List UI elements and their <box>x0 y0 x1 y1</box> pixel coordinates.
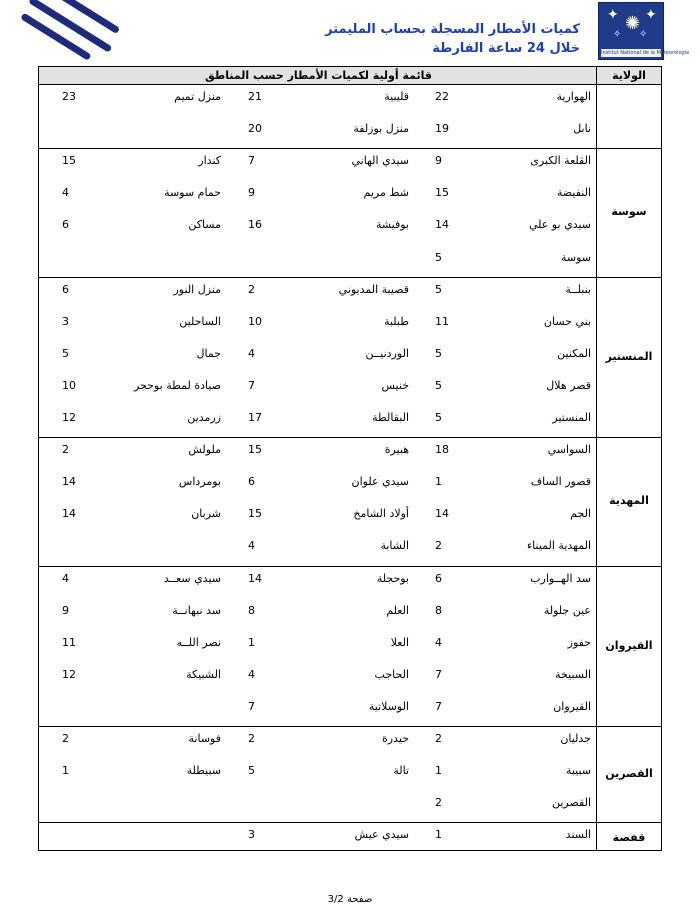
rainfall-value: 2 <box>435 796 442 810</box>
page-number: صفحة 3/2 <box>327 894 373 905</box>
station-name: سيدي بو علي <box>528 218 591 232</box>
rainfall-value: 5 <box>435 250 442 264</box>
station-name: الوردنيــن <box>365 346 409 360</box>
table-heading: قائمة أولية لكميات الأمطار حسب المناطق <box>204 69 433 82</box>
governorate-name: القصرين <box>605 767 653 781</box>
station-name: زرمدين <box>187 411 221 424</box>
rainfall-value: 4 <box>62 186 69 200</box>
station-name: حفوز <box>567 635 591 649</box>
rainfall-value: 9 <box>248 186 255 200</box>
rainfall-value: 10 <box>248 314 262 328</box>
station-name: قصر هلال <box>546 378 591 392</box>
station-name: نصر اللــه <box>176 635 221 649</box>
rainfall-value: 6 <box>248 475 255 489</box>
table-header <box>39 67 661 85</box>
rainfall-value: 5 <box>435 411 442 424</box>
station-name: السواسي <box>547 443 591 457</box>
institute-logo: ✦ ✺ ✦ ✧ ✧ Institut National de la Météorologie <box>598 2 664 60</box>
station-name: النفيضة <box>556 186 591 200</box>
rainfall-value: 16 <box>248 218 262 232</box>
rainfall-value: 19 <box>435 122 449 136</box>
station-name: منزل تميم <box>174 90 221 103</box>
station-name: البقالطة <box>372 411 409 424</box>
rainfall-value: 14 <box>248 571 262 585</box>
governorate-name: القيروان <box>605 638 653 652</box>
station-name: فوسانة <box>188 732 221 745</box>
rainfall-value: 9 <box>62 603 69 617</box>
station-name: المهدية الميناء <box>527 539 591 553</box>
rainfall-value: 11 <box>435 314 449 328</box>
governorate-column <box>596 84 661 850</box>
station-name: حمام سوسة <box>164 186 221 200</box>
station-name: قصيبة المديوني <box>338 282 409 296</box>
governorate-name: سوسة <box>611 205 647 219</box>
station-name: الجم <box>570 507 591 521</box>
rainfall-value: 4 <box>248 667 255 681</box>
rainfall-value: 15 <box>248 443 262 457</box>
rainfall-value: 11 <box>62 635 76 649</box>
station-name: الوسلاتية <box>368 699 409 713</box>
rainfall-value: 6 <box>62 282 69 296</box>
title-line-1: كميات الأمطار المسجلة بحساب المليمتر <box>325 22 580 37</box>
station-name: الشبيكة <box>186 667 221 681</box>
station-name: قصور الساف <box>530 475 591 489</box>
station-name: الساحلين <box>179 314 221 328</box>
rainfall-value: 10 <box>62 378 76 392</box>
station-name: سوسة <box>560 250 591 264</box>
title-line-2: خلال 24 ساعة الفارطة <box>432 41 580 56</box>
rainfall-value: 1 <box>62 764 69 778</box>
rainfall-value: 1 <box>248 635 255 649</box>
decorative-stripes <box>0 0 120 60</box>
rainfall-value: 7 <box>248 699 255 713</box>
rainfall-value: 15 <box>435 186 449 200</box>
station-name: بني حسان <box>543 314 591 328</box>
rainfall-value: 6 <box>435 571 442 585</box>
rainfall-value: 8 <box>435 603 442 617</box>
station-name: أولاد الشامخ <box>353 507 409 521</box>
rainfall-value: 14 <box>62 475 76 489</box>
rainfall-value: 4 <box>435 635 442 649</box>
rainfall-value: 2 <box>435 539 442 553</box>
rainfall-value: 1 <box>435 828 442 842</box>
page-title <box>325 20 580 58</box>
station-name: بومرداس <box>178 475 221 489</box>
station-name: سيدي الهاني <box>351 154 409 168</box>
rainfall-value: 4 <box>248 539 255 553</box>
station-name: صيادة لمطة بوحجر <box>133 378 221 392</box>
rainfall-value: 7 <box>435 699 442 713</box>
rainfall-value: 23 <box>62 90 76 103</box>
station-name: خنيس <box>381 378 409 392</box>
rainfall-value: 12 <box>62 411 76 424</box>
governorate-name: قفصة <box>612 831 646 845</box>
station-name: سبيطلة <box>186 764 221 778</box>
rainfall-value: 14 <box>62 507 76 521</box>
rainfall-value: 2 <box>435 732 442 745</box>
rainfall-value: 1 <box>435 764 442 778</box>
rainfall-value: 7 <box>248 378 255 392</box>
rainfall-value: 5 <box>435 282 442 296</box>
rainfall-value: 5 <box>435 378 442 392</box>
rainfall-value: 20 <box>248 122 262 136</box>
rainfall-value: 7 <box>248 154 255 168</box>
station-name: سيدي علوان <box>351 475 409 489</box>
rainfall-value: 15 <box>248 507 262 521</box>
governorate-name: المنستير <box>605 349 653 363</box>
rainfall-value: 5 <box>248 764 255 778</box>
station-name: العلا <box>390 635 409 649</box>
station-name: السند <box>565 828 591 842</box>
station-name: شط مريم <box>363 186 409 200</box>
governorate-heading: الولاية <box>596 67 661 84</box>
station-name: جمال <box>196 346 221 360</box>
station-name: بوحجلة <box>376 571 409 585</box>
rainfall-value: 3 <box>62 314 69 328</box>
station-name: القلعة الكبرى <box>530 154 591 168</box>
rainfall-value: 5 <box>435 346 442 360</box>
group-separator <box>39 148 661 149</box>
rainfall-value: 1 <box>435 475 442 489</box>
station-name: ملولش <box>188 443 221 457</box>
rainfall-value: 17 <box>248 411 262 424</box>
station-name: سد الهــوارب <box>530 571 591 585</box>
rainfall-value: 18 <box>435 443 449 457</box>
rainfall-value: 15 <box>62 154 76 168</box>
station-name: بنبلــة <box>565 282 591 296</box>
rainfall-value: 2 <box>248 732 255 745</box>
station-name: القيروان <box>553 699 591 713</box>
station-name: الحاجب <box>374 667 409 681</box>
station-name: المنستير <box>552 411 591 424</box>
station-name: القصرين <box>551 796 591 810</box>
station-name: منزل بوزلفة <box>353 122 409 136</box>
rainfall-value: 7 <box>435 667 442 681</box>
governorate-name: المهدية <box>609 494 649 508</box>
station-name: الهوارية <box>556 90 591 103</box>
station-name: جدليان <box>560 732 591 745</box>
station-name: بوفيشة <box>375 218 409 232</box>
station-name: حيدرة <box>382 732 409 745</box>
station-name: نابل <box>573 122 591 136</box>
station-name: منزل النور <box>173 282 221 296</box>
station-name: كندار <box>198 154 221 168</box>
logo-caption: Institut National de la Météorologie <box>601 50 690 56</box>
station-name: السبيخة <box>555 667 591 681</box>
station-name: سيدي عيش <box>354 828 409 842</box>
rainfall-value: 4 <box>248 346 255 360</box>
station-name: الشابة <box>380 539 409 553</box>
station-name: المكنين <box>557 346 591 360</box>
rainfall-value: 9 <box>435 154 442 168</box>
station-name: مساكن <box>188 218 221 232</box>
rainfall-table <box>38 66 662 851</box>
group-separator <box>39 822 661 823</box>
station-name: هبيرة <box>384 443 409 457</box>
station-name: شربان <box>191 507 221 521</box>
station-name: تالة <box>393 764 409 778</box>
rainfall-value: 8 <box>248 603 255 617</box>
rainfall-value: 14 <box>435 507 449 521</box>
station-name: العلم <box>386 603 409 617</box>
station-name: سد نبهانــة <box>172 603 221 617</box>
station-name: سبيبة <box>565 764 591 778</box>
group-separator <box>39 437 661 438</box>
group-separator <box>39 277 661 278</box>
rainfall-value: 14 <box>435 218 449 232</box>
station-name: سيدي سعــد <box>163 571 221 585</box>
group-separator <box>39 726 661 727</box>
station-name: طبلبة <box>384 314 409 328</box>
station-name: عين جلولة <box>543 603 591 617</box>
group-separator <box>39 566 661 567</box>
rainfall-value: 21 <box>248 90 262 103</box>
rainfall-value: 2 <box>62 732 69 745</box>
station-name: قليبية <box>384 90 409 103</box>
rainfall-value: 5 <box>62 346 69 360</box>
rainfall-value: 2 <box>62 443 69 457</box>
rainfall-value: 2 <box>248 282 255 296</box>
rainfall-value: 3 <box>248 828 255 842</box>
rainfall-value: 12 <box>62 667 76 681</box>
rainfall-value: 4 <box>62 571 69 585</box>
rainfall-value: 22 <box>435 90 449 103</box>
rainfall-value: 6 <box>62 218 69 232</box>
